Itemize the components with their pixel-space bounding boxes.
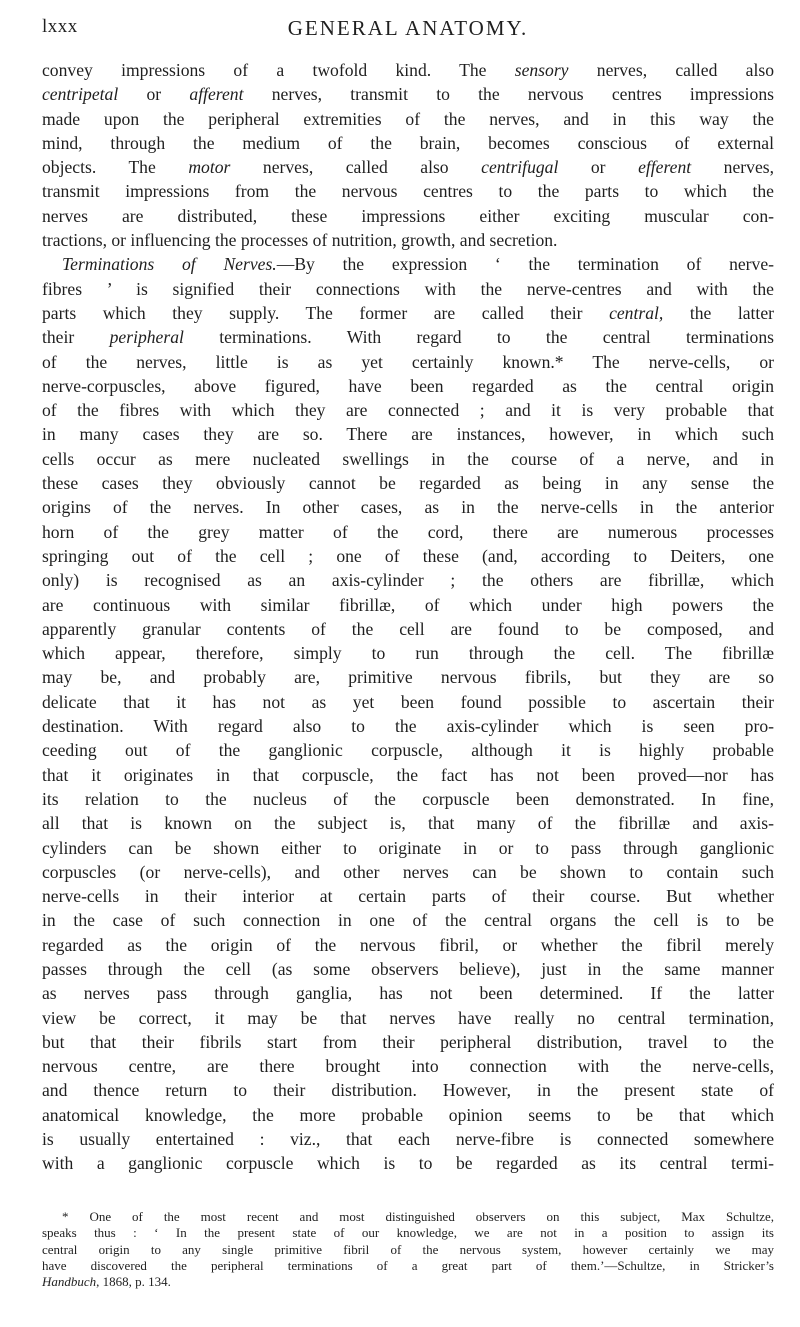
text-line: is usually entertained : viz., that each nerve-fibre is connected somewhere bbox=[42, 1129, 774, 1150]
page-number: lxxx bbox=[42, 16, 78, 37]
text-line: that it originates in that corpuscle, the fact has not been proved—nor has bbox=[42, 764, 774, 785]
text-line: springing out of the cell ; one of these (and, according to Deiters, one bbox=[42, 545, 774, 566]
text-line: ceeding out of the ganglionic corpuscle, although it is highly probable bbox=[42, 740, 774, 761]
footnote bbox=[42, 1209, 774, 1290]
text-line: their peripheral terminations. With regard to the central terminations bbox=[42, 327, 774, 348]
text-line: nervous centre, are there brought into connection with the nerve-cells, bbox=[42, 1056, 774, 1077]
text-line: corpuscles (or nerve-cells), and other nerves can be shown to contain such bbox=[42, 861, 774, 882]
text-line: origins of the nerves. In other cases, as in the nerve-cells in the anterior bbox=[42, 497, 774, 518]
text-line: only) is recognised as an axis-cylinder ; the others are fibrillæ, which bbox=[42, 570, 774, 591]
text-line: nerve-cells in their interior at certain parts of their course. But whether bbox=[42, 886, 774, 907]
text-line: which appear, therefore, simply to run through the cell. The fibrillæ bbox=[42, 643, 774, 664]
text-line: with a ganglionic corpuscle which is to be regarded as its central termi- bbox=[42, 1153, 774, 1174]
footnote-line: speaks thus : ‘ In the present state of our knowledge, we are not in a position to assign its bbox=[42, 1225, 774, 1241]
text-line: in the case of such connection in one of the central organs the cell is to be bbox=[42, 910, 774, 931]
text-line: cylinders can be shown either to originate in or to pass through ganglionic bbox=[42, 837, 774, 858]
text-line: horn of the grey matter of the cord, there are numerous processes bbox=[42, 521, 774, 542]
text-line: as nerves pass through ganglia, has not been determined. If the latter bbox=[42, 983, 774, 1004]
text-line: its relation to the nucleus of the corpuscle been demonstrated. In fine, bbox=[42, 788, 774, 809]
text-line: may be, and probably are, primitive nervous fibrils, but they are so bbox=[42, 667, 774, 688]
text-line: parts which they supply. The former are called their central, the latter bbox=[42, 302, 774, 323]
text-line: regarded as the origin of the nervous fibril, or whether the fibril merely bbox=[42, 934, 774, 955]
body-text bbox=[42, 58, 774, 1176]
text-line: tractions, or influencing the processes of nutrition, growth, and secretion. bbox=[42, 230, 558, 251]
text-line: and thence return to their distribution. However, in the present state of bbox=[42, 1080, 774, 1101]
page-header bbox=[42, 16, 774, 52]
text-line: in many cases they are so. There are instances, however, in which such bbox=[42, 424, 774, 445]
text-line: mind, through the medium of the brain, becomes conscious of external bbox=[42, 132, 774, 153]
text-line: nerves are distributed, these impressions either exciting muscular con- bbox=[42, 205, 774, 226]
footnote-line: * One of the most recent and most distinguished observers on this subject, Max Schultze, bbox=[62, 1209, 774, 1224]
text-line: passes through the cell (as some observers believe), just in the same manner bbox=[42, 958, 774, 979]
text-line: convey impressions of a twofold kind. The sensory nerves, called also bbox=[42, 60, 774, 80]
text-line: centripetal or afferent nerves, transmit to the nervous centres impressions bbox=[42, 84, 774, 105]
footnote-line: central origin to any single primitive fibril of the nervous system, however certainly we may bbox=[42, 1241, 774, 1257]
running-head: GENERAL ANATOMY. bbox=[287, 16, 529, 40]
text-line: are continuous with similar fibrillæ, of which under high powers the bbox=[42, 594, 774, 615]
text-line: delicate that it has not as yet been found possible to ascertain their bbox=[42, 691, 774, 712]
text-line: of the fibres with which they are connected ; and it is very probable that bbox=[42, 400, 774, 421]
text-line: objects. The motor nerves, called also centrifugal or efferent nerves, bbox=[42, 157, 774, 178]
text-line: destination. With regard also to the axis-cylinder which is seen pro- bbox=[42, 716, 774, 737]
text-line: anatomical knowledge, the more probable opinion seems to be that which bbox=[42, 1104, 774, 1125]
text-line: all that is known on the subject is, that many of the fibrillæ and axis- bbox=[42, 813, 774, 834]
text-line: cells occur as mere nucleated swellings in the course of a nerve, and in bbox=[42, 448, 774, 469]
text-line: view be correct, it may be that nerves have really no central termination, bbox=[42, 1007, 774, 1028]
text-line: fibres ’ is signified their connections with the nerve-centres and with the bbox=[42, 278, 774, 299]
text-line: made upon the peripheral extremities of the nerves, and in this way the bbox=[42, 108, 774, 129]
text-line: nerve-corpuscles, above figured, have been regarded as the central origin bbox=[42, 375, 774, 396]
footnote-line: have discovered the peripheral terminations of a great part of them.’—Schultze, in Stricker’s bbox=[42, 1257, 774, 1273]
text-line: but that their fibrils start from their peripheral distribution, travel to the bbox=[42, 1031, 774, 1052]
text-line: of the nerves, little is as yet certainly known.* The nerve-cells, or bbox=[42, 351, 774, 372]
footnote-line: Handbuch, 1868, p. 134. bbox=[42, 1274, 171, 1290]
text-line: these cases they obviously cannot be regarded as being in any sense the bbox=[42, 473, 774, 494]
text-line: apparently granular contents of the cell are found to be composed, and bbox=[42, 618, 774, 639]
text-line: transmit impressions from the nervous centres to the parts to which the bbox=[42, 181, 774, 202]
section-heading-line: Terminations of Nerves.—By the expression ‘ the termination of nerve- bbox=[62, 254, 775, 275]
